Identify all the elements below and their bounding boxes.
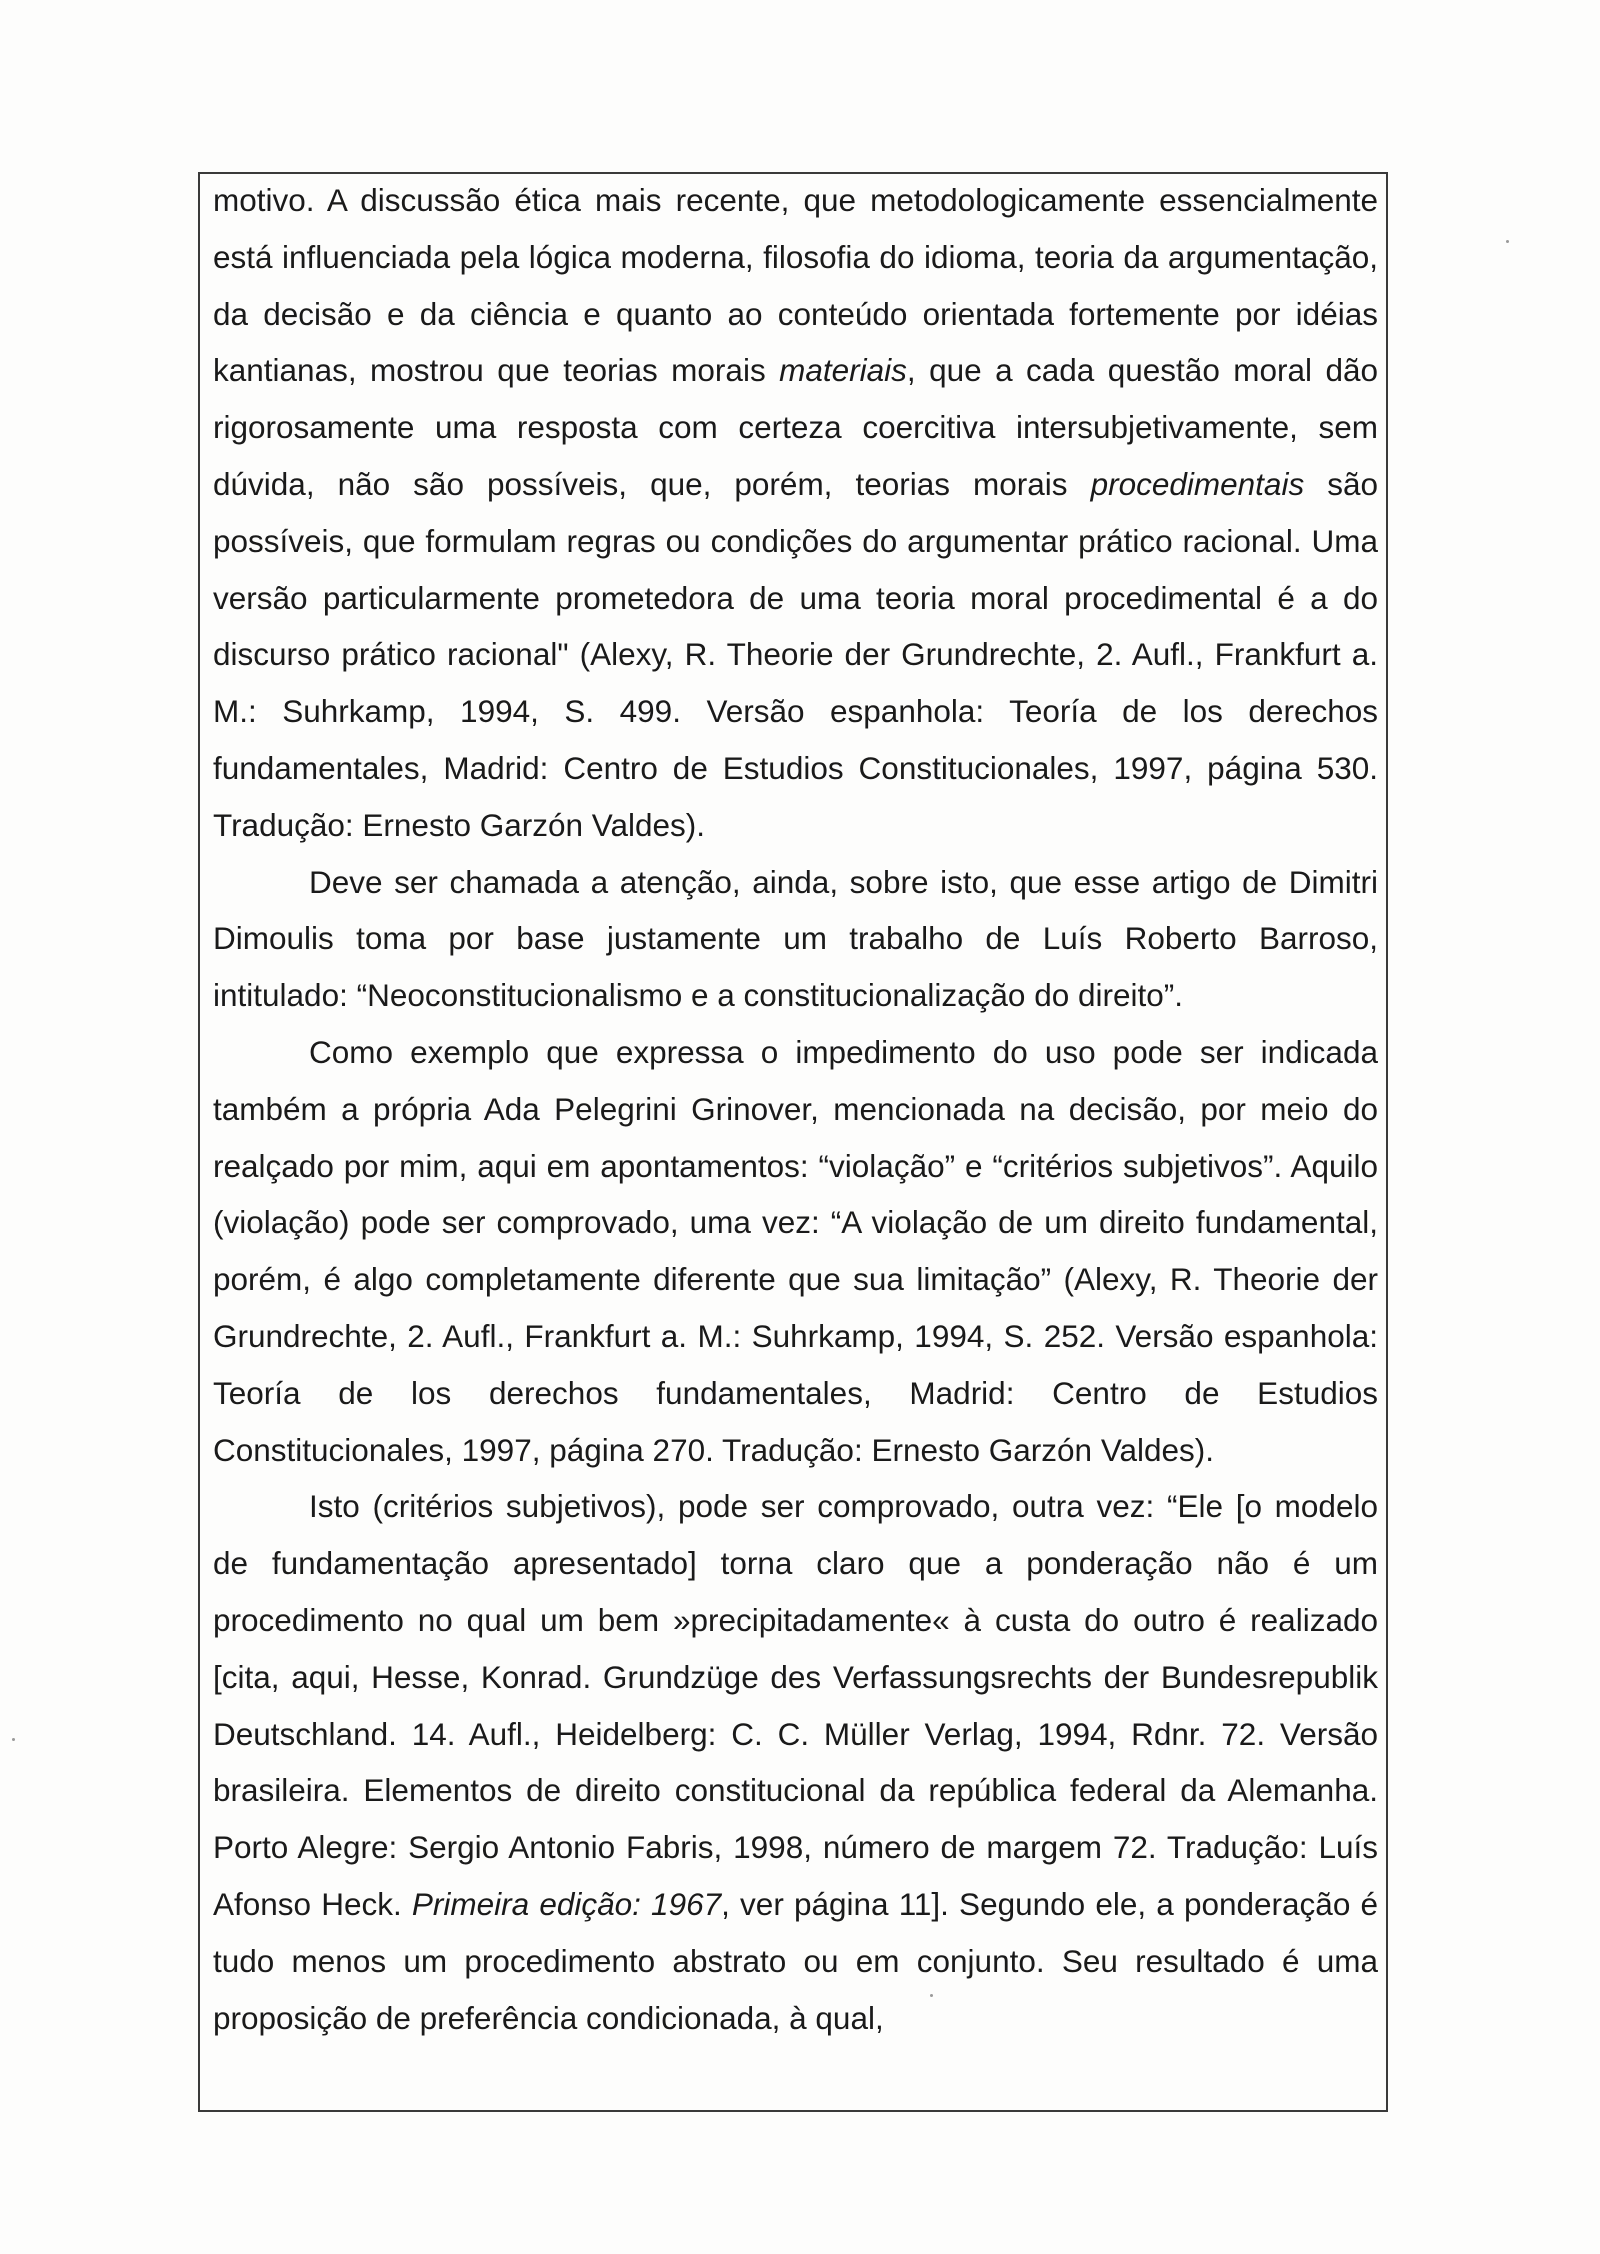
italic-term: Primeira edição: 1967 <box>411 1885 722 1922</box>
text-span: Deve ser chamada a atenção, ainda, sobre isto, que esse artigo de Dimitri Dimoulis toma por base justamente um trabalho de Luís Roberto Barroso, intitulado: “Neoconstitucionalismo e a constitucionalização do direito”. <box>213 863 1378 1014</box>
italic-term: procedimentais <box>1090 465 1305 502</box>
text-span: são possíveis, que formulam regras ou condições do argumentar prático racional. Uma versão particularmente prometedora de uma teoria moral procedimental é a do discurso prático racional" (Alexy, R. Theorie der Grundrechte, 2. Aufl., Frankfurt a. M.: Suhrkamp, 1994, S. 499. Versão espanhola: Teoría de los derechos fundamentales, Madrid: Centro de Estudios Constitucionales, 1997, página 530. Tradução: Ernesto Garzón Valdes). <box>213 465 1378 843</box>
text-span: motivo. A discussão ética mais recente, que metodologicamente essencialmente está influenciada pela lógica moderna, filosofia do idioma, teoria da argumentação, da decisão e da ciência e quanto ao conteúdo orientada fortemente por idéias kantianas, mostrou que teorias morais <box>213 182 1378 389</box>
text-span: Como exemplo que expressa o impedimento do uso pode ser indicada também a própria Ada Pelegrini Grinover, mencionada na decisão, por meio do realçado por mim, aqui em apontamentos: “violação” e “critérios subjetivos”. Aquilo (violação) pode ser comprovado, uma vez: “A violação de um direito fundamental, porém, é algo completamente diferente que sua limitação” (Alexy, R. Theorie der Grundrechte, 2. Aufl., Frankfurt a. M.: Suhrkamp, 1994, S. 252. Versão espanhola: Teoría de los derechos fundamentales, Madrid: Centro de Estudios Constitucionales, 1997, página 270. Tradução: Ernesto Garzón Valdes). <box>213 1033 1378 1468</box>
paragraph-criterios <box>213 1478 1378 2046</box>
text-span: Isto (critérios subjetivos), pode ser comprovado, outra vez: “Ele [o modelo de fundamentação apresentado] torna claro que a ponderação não é um procedimento no qual um bem »precipitadamente« à custa do outro é realizado [cita, aqui, Hesse, Konrad. Grundzüge des Verfassungsrechts der Bundesrepublik Deutschland. 14. Aufl., Heidelberg: C. C. Müller Verlag, 1994, Rdnr. 72. Versão brasileira. Elementos de direito constitucional da república federal da Alemanha. Porto Alegre: Sergio Antonio Fabris, 1998, número de margem 72. Tradução: Luís Afonso Heck. <box>213 1488 1378 1922</box>
paragraph-dimoulis <box>213 854 1378 1024</box>
text-span: , ver página 11]. Segundo ele, a ponderação é tudo menos um procedimento abstrato ou em conjunto. Seu resultado é uma proposição de preferência condicionada, à qual, <box>213 1885 1379 2036</box>
scan-speck <box>930 1994 933 1997</box>
text-span: , que a cada questão moral dão rigorosamente uma resposta com certeza coercitiva intersubjetivamente, sem dúvida, não são possíveis, que, porém, teorias morais <box>213 352 1379 502</box>
scan-speck <box>12 1738 15 1741</box>
body-text <box>213 172 1378 2046</box>
paragraph-grinover <box>213 1024 1378 1478</box>
scan-speck <box>1506 240 1509 243</box>
paragraph-continuation <box>213 172 1378 854</box>
italic-term: materiais <box>779 352 907 389</box>
